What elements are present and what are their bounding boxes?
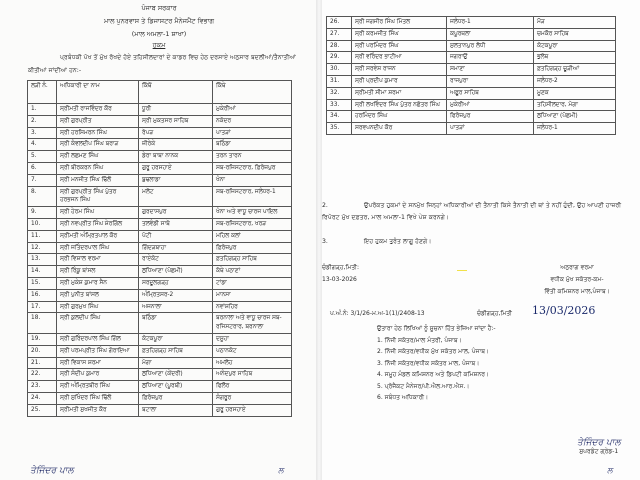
serial-number: 25. (28, 404, 57, 416)
officer-name: ਸ੍ਰੀ ਜਗਜੀਰ ਸਿੰਘ ਮਿੱਤਲ (352, 17, 447, 29)
serial-number: 28. (327, 40, 352, 52)
from-location: ਮੁਕੇਰੀਆਂ (447, 99, 534, 111)
from-location: ਗੁਰਦਾਸਪੁਰ (139, 207, 213, 219)
table-row (327, 40, 616, 52)
to-location: ਤਹਿਸੀਲਦਾਰ, ਮੋਗਾ (534, 99, 616, 111)
from-location: ਲੁਧਿਆਣਾ (ਪੱਛਮੀ) (139, 266, 213, 278)
from-location: ਅਜਨਾਲਾ (139, 301, 213, 313)
table-row (28, 277, 292, 289)
page-right (322, 0, 640, 480)
from-location: ਫ਼ਤਹਿਗੜ੍ਹ ਸਾਹਿਬ (139, 345, 213, 357)
table-row (28, 151, 292, 163)
to-location: ਸਬ-ਰਜਿਸਟਰਾਰ, ਫ਼ਿਰੋਜ਼ਪੁਰ (213, 162, 292, 174)
table-row (28, 369, 292, 381)
signatory-name: ਅਨੁਰਾਗ ਵਰਮਾ (560, 264, 594, 271)
officer-name: ਸ੍ਰੀ ਨਵਪ੍ਰੀਤ ਸਿੰਘ ਸ਼ੇਰਗਿੱਲ (57, 218, 139, 230)
serial-number: 20. (28, 345, 57, 357)
from-location: ਧੂਰੀ (139, 104, 213, 116)
copy-item: 2. ਨਿੱਜੀ ਸਕੱਤਰ/ਵਧੀਕ ਮੁੱਖ ਸਕੱਤਰ ਮਾਲ, ਪੰਜਾਬ। (377, 348, 489, 355)
paragraph-3-text: ਇਹ ਹੁਕਮ ਤੁਰੰਤ ਲਾਗੂ ਹੋਣਗੇ। (364, 238, 432, 245)
copy-distribution-list (377, 323, 496, 404)
from-location: ਸ੍ਰੀ ਮੁਕਤਸਰ ਸਾਹਿਬ (139, 115, 213, 127)
officer-name: ਸ੍ਰੀਮਤੀ ਸੀਮਾ ਸ਼ਰਮਾ (352, 87, 447, 99)
order-intro: ਪ੍ਰਬੰਧਕੀ ਪੱਖ ਤੋਂ ਮੁੱਖ ਰੱਖਦੇ ਹੋਏ ਤਹਿਸੀਲਦਾਰਾਂ ਦੇ ਕਾਡਰ ਵਿਚ ਹੇਠ ਦਰਸਾਏ ਅਨੁਸਾਰ ਬਦਲੀਆਂ/ਤੈਨਾਤੀਆਂ ਕੀਤੀਆਂ ਜਾਂਦੀਆਂ ਹਨ:- (28, 54, 296, 74)
to-location: ਕੋਟਕਪੂਰਾ (534, 40, 616, 52)
table-row (28, 392, 292, 404)
highlight-mark (457, 270, 467, 271)
officer-name: ਸ੍ਰੀ ਜਤਿੰਦਰਪਾਲ ਸਿੰਘ (57, 242, 139, 254)
page-left (0, 0, 318, 480)
table-row (327, 99, 616, 111)
to-location: ਮਹਿਲ ਕਲਾਂ (213, 230, 292, 242)
officer-name: ਸ੍ਰੀ ਮਨਜੀਤ ਸਿੰਘ ਢਿੱਲੋਂ (57, 174, 139, 186)
from-location: ਮਲੋਟ (139, 186, 213, 207)
serial-number: 34. (327, 111, 352, 123)
to-location: ਟਾਂਡਾ (213, 277, 292, 289)
page-mark-left: ਲ (278, 466, 284, 475)
from-location: ਫਿਰੋਜ਼ਪੁਰ (447, 111, 534, 123)
officer-name: ਸ੍ਰੀ ਅੰਮ੍ਰਿਤਬੀਰ ਸਿੰਘ (57, 381, 139, 393)
officer-name: ਸ੍ਰੀ ਲਖਵਿੰਦਰ ਸਿੰਘ ਪੁੱਤਰ ਨਛੱਤਰ ਸਿੰਘ (352, 99, 447, 111)
to-location: ਦਸੂਹਾ (213, 333, 292, 345)
table-row (28, 242, 292, 254)
serial-number: 30. (327, 64, 352, 76)
endorsement-place: ਚੰਡੀਗੜ੍ਹ,ਮਿਤੀ (477, 310, 512, 317)
serial-number: 18. (28, 313, 57, 334)
from-location: ਸਰਦੂਲਗੜ੍ਹ (139, 277, 213, 289)
to-location: ਬਰਨਾਲਾ ਅਤੇ ਵਾਧੂ ਚਾਰਜ ਸਬ-ਰਜਿਸਟਰਾਰ, ਬਰਨਾਲਾ (213, 313, 292, 334)
to-location: ਜਲੰਧਰ-1 (534, 123, 616, 135)
officer-name: ਸ੍ਰੀ ਵਿਕਾਸ ਸ਼ਰਮਾ (57, 357, 139, 369)
officer-name: ਸਰਵਪਨਦੀਪ ਕੌਰ (352, 123, 447, 135)
officer-name: ਸ੍ਰੀ ਲਛਮਣ ਸਿੰਘ (57, 151, 139, 163)
header-serial: ਲੜੀ ਨੰ. (28, 81, 57, 104)
to-location: ਤਰਨ ਤਾਰਨ (213, 151, 292, 163)
to-location: ਸਬ-ਰਜਿਸਟਰਾਰ, ਜਲੰਧਰ-1 (213, 186, 292, 207)
officer-name: ਸ੍ਰੀ ਗੁਰਿੰਦਰਪਾਲ ਸਿੰਘ ਗਿੱਲ (57, 333, 139, 345)
to-location: ਫ਼ਿਰੋਜ਼ਪੁਰ (213, 242, 292, 254)
table-row (28, 254, 292, 266)
superintendent-title: ਸੁਪਰਡੰਟ ਗ੍ਰੇਡ-1 (579, 448, 619, 455)
serial-number: 8. (28, 186, 57, 207)
serial-number: 16. (28, 289, 57, 301)
header-to: ਕਿੱਥੇ (213, 81, 292, 104)
copy-item: 4. ਸਮੂਹ ਮੰਡਲ ਕਮਿਸ਼ਨਰ ਅਤੇ ਡਿਪਟੀ ਕਮਿਸ਼ਨਰ। (377, 371, 489, 378)
serial-number: 4. (28, 139, 57, 151)
paragraph-3-number: 3. (322, 238, 328, 245)
serial-number: 3. (28, 127, 57, 139)
to-location: ਸਬ-ਰਜਿਸਟਰਾਰ, ਖਰੜ (213, 218, 292, 230)
officer-name: ਸ੍ਰੀ ਸੁਖਿੰਦਰ ਸਿੰਘ ਢਿੱਲੋਂ (57, 392, 139, 404)
paragraph-2 (322, 200, 634, 224)
transfer-table-right (326, 16, 616, 135)
officer-name: ਸ੍ਰੀ ਹੇਰਮ ਸਿੰਘ (57, 207, 139, 219)
serial-number: 33. (327, 99, 352, 111)
officer-name: ਸ੍ਰੀ ਪੁਨੀਤ ਬਾਂਸਲ (57, 289, 139, 301)
table-row (28, 174, 292, 186)
table-row (28, 301, 292, 313)
serial-number: 15. (28, 277, 57, 289)
table-row (327, 87, 616, 99)
serial-number: 11. (28, 230, 57, 242)
to-location: ਅਨੰਦਪੁਰ ਸਾਹਿਬ (213, 369, 292, 381)
officer-name: ਸ੍ਰੀ ਗੁਰਮੁਖ ਸਿੰਘ (57, 301, 139, 313)
to-location: ਮੁਕੇਰੀਆਂ (213, 104, 292, 116)
table-row (28, 186, 292, 207)
to-location: ਮੌੜ (534, 17, 616, 29)
signatory-title-1: ਵਧੀਕ ਮੁੱਖ ਸਕੱਤਰ-ਕਮ- (550, 276, 604, 283)
table-row (28, 266, 292, 278)
to-location: ਜਲੰਧਰ-2 (534, 75, 616, 87)
table-row (28, 230, 292, 242)
officer-name: ਸ੍ਰੀ ਰਿੰਕੂ ਬਾਂਸਲ (57, 266, 139, 278)
from-location: ਅੰਮ੍ਰਿਤਸਰ-2 (139, 289, 213, 301)
to-location: ਲੁਧਿਆਣਾ (ਪੱਛਮੀ) (534, 111, 616, 123)
from-location: ਤਲਵੰਡੀ ਸਾਬੋ (139, 218, 213, 230)
endorsement-reference: ਪ.ਅੰ.ਨੰ: 3/1/26-ਮ.ਅ-1(1)/2408-13 (330, 310, 425, 317)
from-location: ਰੋਪੜ (139, 127, 213, 139)
table-row (28, 139, 292, 151)
from-location: ਗੁਰੂ ਹਰਸਹਾਏ (139, 162, 213, 174)
signatory-block (522, 262, 632, 298)
serial-number: 13. (28, 254, 57, 266)
from-location: ਰਾਜਪੁਰਾ (447, 75, 534, 87)
officer-name: ਸ੍ਰੀ ਸਰਵੇਸ਼ ਰਾਜਨ (352, 64, 447, 76)
from-location: ਅਫ਼ੂਰ ਸਾਹਿਬ (447, 87, 534, 99)
to-location: ਭੁਲੱਥ (534, 52, 616, 64)
serial-number: 2. (28, 115, 57, 127)
table-row (28, 127, 292, 139)
serial-number: 14. (28, 266, 57, 278)
serial-number: 1. (28, 104, 57, 116)
officer-name: ਸ੍ਰੀ ਕਰਮਜੀਤ ਸਿੰਘ (352, 28, 447, 40)
table-row (28, 289, 292, 301)
transfer-table-left (27, 80, 292, 417)
to-location: ਗੁਰੂ ਹਰਸਹਾਏ (213, 404, 292, 416)
table-row (28, 357, 292, 369)
from-location: ਮੋਗਾ (139, 357, 213, 369)
from-location: ਸੁਲਤਾਨਪੁਰ ਲੋਧੀ (447, 40, 534, 52)
serial-number: 29. (327, 52, 352, 64)
officer-name: ਸ੍ਰੀ ਬੀਰਕਰਨ ਸਿੰਘ (57, 162, 139, 174)
officer-name: ਸ੍ਰੀ ਕੁਲਦੀਪ ਸਿੰਘ (57, 313, 139, 334)
serial-number: 6. (28, 162, 57, 174)
table-row (28, 404, 292, 416)
to-location: ਪਾਤੜਾਂ (213, 127, 292, 139)
from-location: ਸਮਾਣਾ (447, 64, 534, 76)
to-location: ਫ਼ਤਹਿਗੜ੍ਹ ਚੂੜੀਆਂ (534, 64, 616, 76)
serial-number: 7. (28, 174, 57, 186)
from-location: ਬੁਢਲਾਡਾ (139, 174, 213, 186)
to-location: ਪਠਾਨਕੋਟ (213, 345, 292, 357)
to-location: ਨਕੋਦਰ (213, 115, 292, 127)
from-location: ਜਗਰਾਉਂ (447, 52, 534, 64)
table-row (28, 218, 292, 230)
to-location: ਨਵਾਂਸ਼ਹਿਰ (213, 301, 292, 313)
from-location: ਲੁਧਿਆਣਾ (ਕੇਂਦਰੀ) (139, 369, 213, 381)
page-mark-right: ਲ (607, 466, 613, 475)
table-row (28, 104, 292, 116)
officer-name: ਸ੍ਰੀ ਪਰਮਪ੍ਰੀਤ ਸਿੰਘ ਗੋਰਾਇਆ (57, 345, 139, 357)
table-row (28, 381, 292, 393)
copy-item: 1. ਨਿੱਜੀ ਸਕੱਤਰ/ਮਾਲ ਮੰਤਰੀ, ਪੰਜਾਬ। (377, 336, 462, 344)
to-location: ਬਠਿੰਡਾ (213, 139, 292, 151)
from-location: ਕੋਟਕਪੂਰਾ (139, 333, 213, 345)
officer-name: ਸ੍ਰੀਮਤੀ ਅੰਮ੍ਰਿਤਪਾਲ ਕੌਰ (57, 230, 139, 242)
officer-name: ਸ੍ਰੀ ਗੁਰਪ੍ਰੀਤ ਸਿੰਘ ਪੁੱਤਰ ਹਰਭਜਨ ਸਿੰਘ (57, 186, 139, 207)
officer-name: ਸ੍ਰੀ ਵਰਿੰਦਰ ਭਾਟੀਆ (352, 52, 447, 64)
serial-number: 26. (327, 17, 352, 29)
table-header-row (28, 81, 292, 104)
table-row (327, 28, 616, 40)
govt-header: ਪੰਜਾਬ ਸਰਕਾਰ (141, 4, 177, 12)
table-row (327, 17, 616, 29)
officer-name: ਸ੍ਰੀ ਪਰਮਿੰਦਰ ਸਿੰਘ (352, 40, 447, 52)
to-location: ਸੰਗਰੂਰ (213, 392, 292, 404)
from-location: ਡੇਰਾ ਬਾਬਾ ਨਾਨਕ (139, 151, 213, 163)
to-location: ਖੰਨਾ (213, 174, 292, 186)
header-from: ਕਿੱਥੋਂ (139, 81, 213, 104)
table-row (327, 123, 616, 135)
signatory-title-2: ਵਿੱਤੀ ਕਮਿਸ਼ਨਰ ਮਾਲ,ਪੰਜਾਬ। (544, 288, 610, 295)
serial-number: 5. (28, 151, 57, 163)
place-label: ਚੰਡੀਗੜ੍ਹ,ਮਿਤੀ: (322, 264, 359, 271)
copy-item: 6. ਸਬੰਧਤ ਅਧਿਕਾਰੀ। (377, 394, 429, 401)
officer-name: ਹਰਮਿੰਦਰ ਸਿੰਘ (352, 111, 447, 123)
serial-number: 24. (28, 392, 57, 404)
copy-intro: ਉਤਾਰਾ ਹੇਠ ਲਿਖਿਆਂ ਨੂੰ ਸੂਚਨਾ ਹਿੱਤ ਭੇਜਿਆ ਜਾਂਦਾ ਹੈ:- (377, 325, 496, 332)
from-location: ਬਟਾਲਾ (139, 404, 213, 416)
order-date: 13-03-2026 (322, 276, 357, 283)
from-location: ਲੁਧਿਆਣਾ (ਪੂਰਬੀ) (139, 381, 213, 393)
table-row (327, 75, 616, 87)
superintendent-block (577, 438, 620, 456)
to-location: ਫ਼ਤਹਿਗੜ੍ਹ ਸਾਹਿਬ (213, 254, 292, 266)
department-header: ਮਾਲ ਪੁਨਰਵਾਸ ਤੇ ਡਿਜਾਸਟਰ ਮੈਨੇਜਮੈਂਟ ਵਿਭਾਗ (103, 17, 215, 25)
officer-name: ਸ੍ਰੀ ਮੁਕੇਸ਼ ਕੁਮਾਰ ਸੈਨ (57, 277, 139, 289)
from-location: ਪੱਟੀ (139, 230, 213, 242)
from-location: ਗਿੱਦੜਬਾਹਾ (139, 242, 213, 254)
officer-name: ਸ੍ਰੀ ਗੁਰਪ੍ਰੀਤ (57, 115, 139, 127)
branch-header: (ਮਾਲ ਅਮਲਾ-1 ਸ਼ਾਖਾ) (131, 30, 187, 38)
from-location: ਜਲੰਧਰ-1 (447, 17, 534, 29)
place-date (322, 262, 359, 286)
to-location: ਮੂਣਕ (534, 87, 616, 99)
to-location: ਚਮਕੌਰ ਸਾਹਿਬ (534, 28, 616, 40)
table-row (28, 207, 292, 219)
serial-number: 35. (327, 123, 352, 135)
paragraph-2-text: ਉਪਰੋਕਤ ਹੁਕਮਾਂ ਦੇ ਸਨਮੁੱਖ ਜਿਨ੍ਹਾਂ ਅਧਿਕਾਰੀਆਂ ਦੀ ਤੈਨਾਤੀ ਕਿਸੇ ਤੈਨਾਤੀ ਦੀ ਥਾਂ ਤੇ ਨਹੀਂ ਹੁੰਦੀ, ਉਹ ਆਪਣੀ ਹਾਜ਼ਰੀ ਰਿਪੋਰਟ ਮੁੱਖ ਦਫ਼ਤਰ, ਮਾਲ ਅਮਲਾ-1 ਵਿਖੇ ਪੇਸ਼ ਕਰਨਗੇ। (322, 202, 622, 221)
table-row (327, 52, 616, 64)
table-row (28, 313, 292, 334)
serial-number: 22. (28, 369, 57, 381)
serial-number: 17. (28, 301, 57, 313)
serial-number: 9. (28, 207, 57, 219)
from-location: ਕਪੂਰਥਲਾ (447, 28, 534, 40)
serial-number: 19. (28, 333, 57, 345)
paragraph-3 (322, 236, 634, 248)
officer-name: ਸ੍ਰੀਮਤੀ ਰਾਜਵਿੰਦਰ ਕੌਰ (57, 104, 139, 116)
from-location: ਬਠਿੰਡਾ (139, 313, 213, 334)
table-row (28, 345, 292, 357)
superintendent-signature: ਤੇਜਿੰਦਰ ਪਾਲ (577, 438, 621, 448)
serial-number: 32. (327, 87, 352, 99)
to-location: ਕੱਥੇ ਪਠਾਣਾਂ (213, 266, 292, 278)
to-location: ਮਾਨਸਾ (213, 289, 292, 301)
to-location: ਅਮਲੋਹ (213, 357, 292, 369)
paragraph-2-number: 2. (322, 202, 328, 209)
from-location: ਪਾਤੜਾਂ (447, 123, 534, 135)
serial-number: 21. (28, 357, 57, 369)
officer-name: ਸ੍ਰੀ ਪ੍ਰਦੀਪ ਕੁਮਾਰ (352, 75, 447, 87)
serial-number: 27. (327, 28, 352, 40)
officer-name: ਸ੍ਰੀ ਕੰਵਲਦੀਪ ਸਿੰਘ ਬਰਾੜ (57, 139, 139, 151)
to-location: ਫਿਲੌਰ (213, 381, 292, 393)
to-location: ਖੰਨਾ ਅਤੇ ਵਾਧੂ ਚਾਰਜ ਪਾਇਲ (213, 207, 292, 219)
serial-number: 23. (28, 381, 57, 393)
table-row (327, 111, 616, 123)
officer-name: ਸ੍ਰੀ ਸੰਦੀਪ ਕੁਮਾਰ (57, 369, 139, 381)
table-row (327, 64, 616, 76)
order-title: ਹੁਕਮ (152, 41, 166, 49)
from-location: ਫ਼ਿਰੋਜ਼ਪੁਰ (139, 392, 213, 404)
table-row (28, 115, 292, 127)
officer-name: ਸ੍ਰੀ ਹਰਸਿਮਰਨ ਸਿੰਘ (57, 127, 139, 139)
officer-name: ਸ੍ਰੀਮਤੀ ਸੁਖਜੀਤ ਕੌਰ (57, 404, 139, 416)
serial-number: 10. (28, 218, 57, 230)
handwritten-date: 13/03/2026 (532, 304, 596, 317)
copy-item: 5. ਪ੍ਰੋਜੈਕਟ ਮੈਨੇਜਰ/ਪੀ.ਐਲ.ਆਰ.ਐਸ.। (377, 382, 470, 390)
table-row (28, 333, 292, 345)
serial-number: 31. (327, 75, 352, 87)
initials-signature-left: ਤੇਜਿੰਦਰ ਪਾਲ (30, 466, 74, 476)
officer-name: ਸ੍ਰੀ ਵਿਸ਼ਾਲ ਵਰਮਾ (57, 254, 139, 266)
from-location: ਜ਼ੀਰੇਕੇ (139, 139, 213, 151)
from-location: ਰਾਏਕੋਟ (139, 254, 213, 266)
serial-number: 12. (28, 242, 57, 254)
table-row (28, 162, 292, 174)
copy-item: 3. ਨਿੱਜੀ ਸਕੱਤਰ/ਵਧੀਕ ਸਕੱਤਰ ਮਾਲ, ਪੰਜਾਬ। (377, 359, 480, 367)
header-officer-name: ਅਧਿਕਾਰੀ ਦਾ ਨਾਮ (57, 81, 139, 104)
